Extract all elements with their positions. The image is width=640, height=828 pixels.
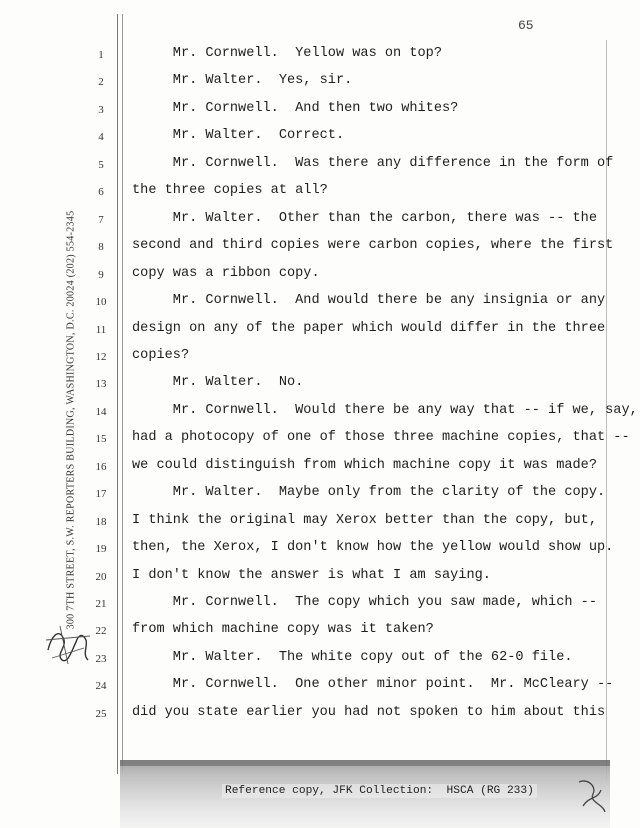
- transcript-line: Mr. Cornwell. And would there be any insignia or any: [132, 293, 606, 309]
- transcript-line: we could distinguish from which machine copy it was made?: [132, 457, 597, 473]
- line-number: 22: [95, 625, 107, 638]
- transcript-line: Mr. Walter. Maybe only from the clarity of the copy.: [132, 485, 606, 501]
- transcript-line: copy was a ribbon copy.: [132, 265, 320, 281]
- line-number: 18: [95, 515, 107, 528]
- transcript-line: copies?: [132, 347, 190, 363]
- line-number: 3: [98, 103, 104, 116]
- line-number: 23: [95, 652, 107, 665]
- side-stamp-text: 300 7TH STREET, S.W. REPORTERS BUILDING, WASHINGTON, D.C. 20024 (202) 554-2345: [65, 210, 77, 630]
- corner-scribble-icon: [575, 776, 609, 816]
- transcript-line: Mr. Walter. The white copy out of the 62-0 file.: [132, 649, 573, 665]
- transcript-line: did you state earlier you had not spoken to him about this: [132, 704, 606, 720]
- transcript-line: had a photocopy of one of those three machine copies, that --: [132, 430, 630, 446]
- line-number: 14: [95, 405, 107, 418]
- transcript-line: from which machine copy was it taken?: [132, 622, 434, 638]
- line-number: 15: [95, 433, 107, 446]
- transcript-line: Mr. Walter. Other than the carbon, there was -- the: [132, 210, 597, 226]
- line-number: 16: [95, 460, 107, 473]
- transcript-line: Mr. Cornwell. And then two whites?: [132, 100, 459, 116]
- page-number: 65: [518, 18, 534, 33]
- transcript-line: then, the Xerox, I don't know how the yellow would show up.: [132, 540, 614, 556]
- transcript-line: Mr. Walter. Yes, sir.: [132, 73, 353, 89]
- line-number: 5: [98, 158, 104, 171]
- line-number: 21: [95, 598, 107, 610]
- transcript-line: Mr. Cornwell. Would there be any way that -- if we, say,: [132, 402, 638, 418]
- transcript-line: Mr. Cornwell. Was there any difference in the form of: [132, 155, 614, 171]
- transcript-line: Mr. Cornwell. The copy which you saw made, which --: [132, 595, 597, 610]
- line-number: 8: [98, 241, 104, 254]
- transcript-line: design on any of the paper which would differ in the three: [132, 320, 606, 336]
- handwritten-scribble-icon: [42, 620, 94, 668]
- transcript-line: Mr. Cornwell. One other minor point. Mr. McCleary --: [132, 677, 614, 693]
- transcript-line: second and third copies were carbon copies, where the first: [132, 238, 614, 254]
- line-number: 10: [95, 296, 107, 309]
- line-number: 9: [98, 268, 104, 281]
- line-number: 13: [95, 378, 107, 391]
- transcript-line: the three copies at all?: [132, 183, 328, 199]
- line-number: 4: [98, 131, 104, 144]
- line-number: 17: [95, 488, 107, 501]
- transcript-line: Mr. Walter. Correct.: [132, 128, 345, 144]
- line-number: 6: [98, 186, 104, 199]
- line-number: 19: [95, 543, 107, 556]
- line-number: 11: [95, 323, 107, 336]
- transcript-line: Mr. Walter. No.: [132, 375, 304, 391]
- line-number: 20: [95, 570, 107, 583]
- left-margin-rule: [117, 14, 123, 774]
- transcript-line: I don't know the answer is what I am saying.: [132, 567, 491, 583]
- line-number: 24: [95, 680, 107, 693]
- reference-label: Reference copy, JFK Collection: HSCA (RG 233): [222, 784, 537, 798]
- line-number: 12: [95, 350, 107, 363]
- line-number: 1: [98, 49, 104, 61]
- transcript-line: Mr. Cornwell. Yellow was on top?: [132, 46, 442, 61]
- line-number: 7: [98, 213, 104, 226]
- transcript-line: I think the original may Xerox better than the copy, but,: [132, 512, 597, 528]
- line-number: 25: [95, 707, 107, 720]
- line-number: 2: [98, 76, 104, 89]
